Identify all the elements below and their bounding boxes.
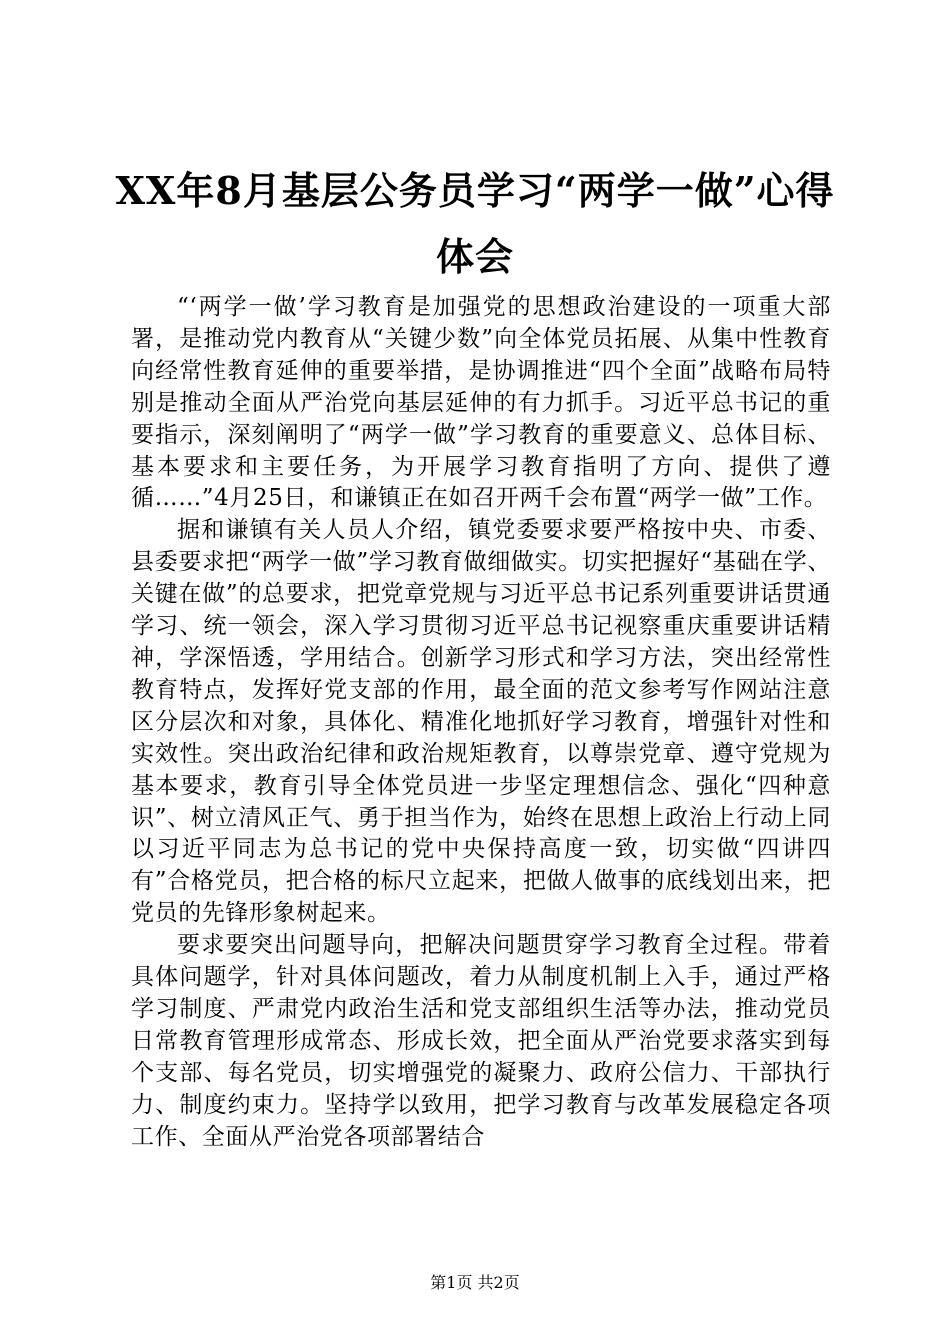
body-paragraph-3: 要求要突出问题导向，把解决问题贯穿学习教育全过程。带着具体问题学，针对具体问题改，着力从制度机制上入手，通过严格学习制度、严肃党内政治生活和党支部组织生活等办法，推动党员日常教育管理形成常态、形成长效，把全面从严治党要求落实到每个支部、每名党员，切实增强党的凝聚力、政府公信力、干部执行力、制度约束力。坚持学以致用，把学习教育与改革发展稳定各项工作、全面从严治党各项部署结合	[131, 932, 831, 1150]
document-title: XX年8月基层公务员学习“两学一做”心得体会	[115, 168, 835, 279]
body-paragraph-2: 据和谦镇有关人员人介绍，镇党委要求要严格按中央、市委、县委要求把“两学一做”学习教育做细做实。切实把握好“基础在学、关键在做”的总要求，把党章党规与习近平总书记系列重要讲话贯通学习、统一领会，深入学习贯彻习近平总书记视察重庆重要讲话精神，学深悟透，学用结合。创新学习形式和学习方法，突出经常性教育特点，发挥好党支部的作用，最全面的范文参考写作网站注意区分层次和对象，具体化、精准化地抓好学习教育，增强针对性和实效性。突出政治纪律和政治规矩教育，以尊崇党章、遵守党规为基本要求，教育引导全体党员进一步坚定理想信念、强化“四种意识”、树立清风正气、勇于担当作为，始终在思想上政治上行动上同以习近平同志为总书记的党中央保持高度一致，切实做“四讲四有”合格党员，把合格的标尺立起来，把做人做事的底线划出来，把党员的先锋形象树起来。	[131, 517, 831, 927]
document-body	[131, 292, 831, 1153]
body-paragraph-1: “‘两学一做’学习教育是加强党的思想政治建设的一项重大部署，是推动党内教育从“关键少数”向全体党员拓展、从集中性教育向经常性教育延伸的重要举措，是协调推进“四个全面”战略布局特别是推动全面从严治党向基层延伸的有力抓手。习近平总书记的重要指示，深刻阐明了“两学一做”学习教育的重要意义、总体目标、基本要求和主要任务，为开展学习教育指明了方向、提供了遵循……”4月25日，和谦镇正在如召开两千会布置“两学一做”工作。	[131, 294, 831, 512]
page-footer: 第1页 共2页	[430, 1273, 520, 1292]
